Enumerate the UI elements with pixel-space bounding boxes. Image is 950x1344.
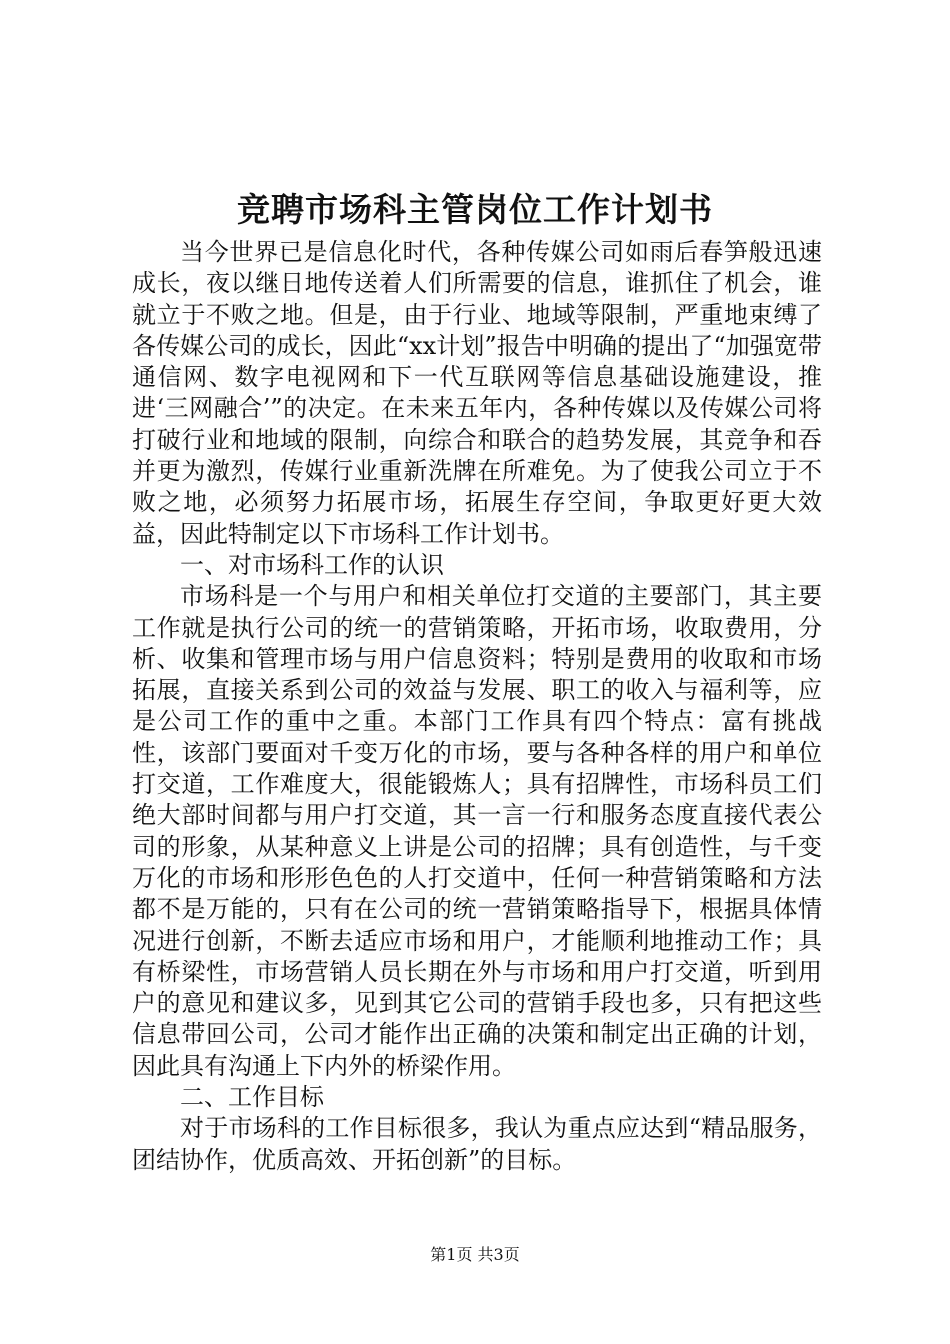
page-footer: 第1页 共3页 bbox=[430, 1245, 520, 1264]
section-heading-2: 二、工作目标 bbox=[180, 1083, 324, 1112]
intro-paragraph: 当今世界已是信息化时代，各种传媒公司如雨后春笋般迅速成长，夜以继日地传送着人们所需要的信息，谁抓住了机会，谁就立于不败之地。但是，由于行业、地域等限制，严重地束缚了各传媒公司的成长，因此“xx计划”报告中明确的提出了“加强宽带通信网、数字电视网和下一代互联网等信息基础设施建设，推进‘三网融合’”的决定。在未来五年内，各种传媒以及传媒公司将打破行业和地域的限制，向综合和联合的趋势发展，其竞争和吞并更为激烈，传媒行业重新洗牌在所难免。为了使我公司立于不败之地，必须努力拓展市场，拓展生存空间，争取更好更大效益，因此特制定以下市场科工作计划书。 bbox=[132, 238, 822, 548]
document-body bbox=[132, 237, 822, 1176]
section-heading-1: 一、对市场科工作的认识 bbox=[180, 550, 444, 579]
document-title: 竞聘市场科主管岗位工作计划书 bbox=[237, 190, 713, 229]
section-1-paragraph: 市场科是一个与用户和相关单位打交道的主要部门，其主要工作就是执行公司的统一的营销策略，开拓市场，收取费用，分析、收集和管理市场与用户信息资料；特别是费用的收取和市场拓展，直接关系到公司的效益与发展、职工的收入与福利等，应是公司工作的重中之重。本部门工作具有四个特点：富有挑战性，该部门要面对千变万化的市场，要与各种各样的用户和单位打交道，工作难度大，很能锻炼人；具有招牌性，市场科员工们绝大部时间都与用户打交道，其一言一行和服务态度直接代表公司的形象，从某种意义上讲是公司的招牌；具有创造性，与千变万化的市场和形形色色的人打交道中，任何一种营销策略和方法都不是万能的，只有在公司的统一营销策略指导下，根据具体情况进行创新，不断去适应市场和用户，才能顺利地推动工作；具有桥梁性，市场营销人员长期在外与市场和用户打交道，听到用户的意见和建议多，见到其它公司的营销手段也多，只有把这些信息带回公司，公司才能作出正确的决策和制定出正确的计划，因此具有沟通上下内外的桥梁作用。 bbox=[132, 582, 822, 1080]
section-2-paragraph: 对于市场科的工作目标很多，我认为重点应达到“精品服务，团结协作，优质高效、开拓创新”的目标。 bbox=[132, 1114, 822, 1174]
